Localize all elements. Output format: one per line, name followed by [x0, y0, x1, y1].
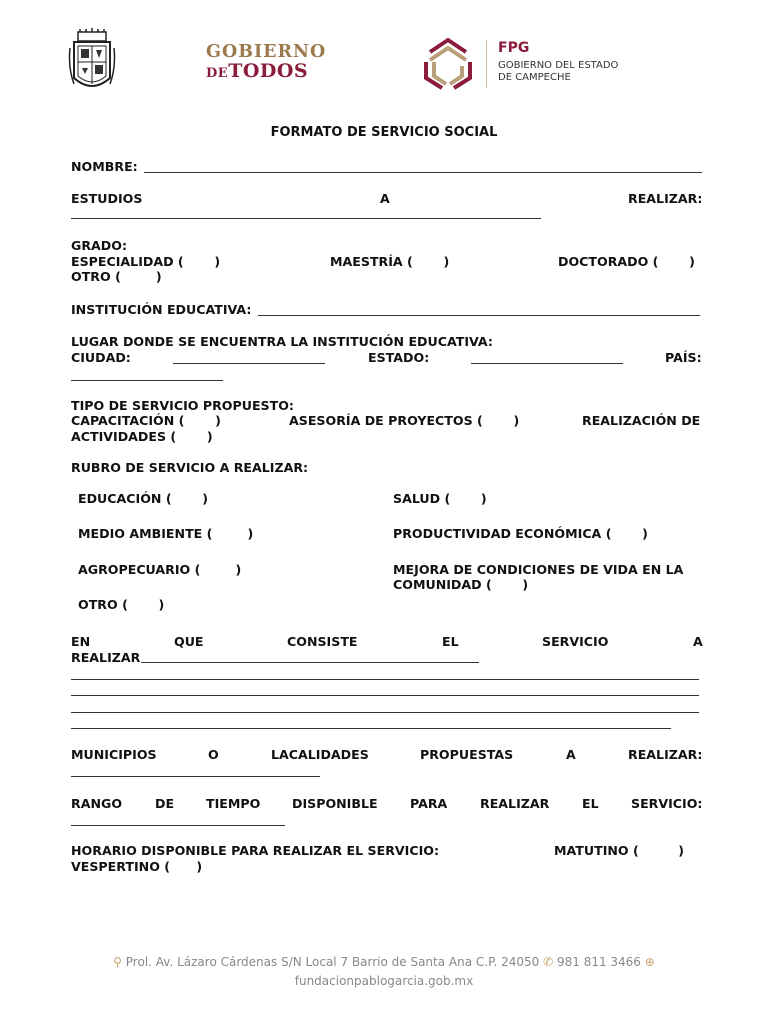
- footer-address: Prol. Av. Lázaro Cárdenas S/N Local 7 Barrio de Santa Ana C.P. 24050: [125, 955, 540, 969]
- rango-word-3: TIEMPO: [206, 796, 261, 811]
- fpg-logo-subtitle-line2: DE CAMPECHE: [498, 72, 571, 83]
- consiste-realizar-label: REALIZAR: [71, 650, 141, 665]
- consiste-field-line-4[interactable]: [71, 712, 699, 713]
- estudios-field[interactable]: [71, 218, 541, 219]
- rango-word-5: PARA: [410, 796, 448, 811]
- fpg-logo-subtitle-line1: GOBIERNO DEL ESTADO: [498, 60, 619, 71]
- rango-word-7: EL: [582, 796, 599, 811]
- tipo-label: TIPO DE SERVICIO PROPUESTO:: [71, 398, 294, 413]
- vespertino-option[interactable]: VESPERTINO ( ): [71, 859, 203, 874]
- matutino-option[interactable]: MATUTINO ( ): [554, 843, 684, 858]
- footer-address-line: [0, 955, 768, 969]
- institucion-field[interactable]: [258, 315, 700, 316]
- gobierno-logo-line2: [206, 60, 308, 82]
- ciudad-label: CIUDAD:: [71, 350, 131, 365]
- consiste-field-line-1[interactable]: [141, 662, 479, 663]
- rango-word-1: RANGO: [71, 796, 123, 811]
- municipios-word-4: PROPUESTAS: [420, 747, 514, 762]
- municipios-word-1: MUNICIPIOS: [71, 747, 157, 762]
- maestria-option[interactable]: MAESTRÍA ( ): [330, 254, 450, 269]
- consiste-field-line-3[interactable]: [71, 695, 699, 696]
- nombre-field[interactable]: [144, 172, 702, 173]
- horario-label: HORARIO DISPONIBLE PARA REALIZAR EL SERVICIO:: [71, 843, 439, 858]
- gobierno-logo-todos: TODOS: [228, 60, 309, 82]
- otro-rubro-option[interactable]: OTRO ( ): [78, 597, 165, 612]
- location-pin-icon: ⚲: [113, 955, 122, 969]
- fpg-logo-subtitle: [498, 60, 618, 84]
- estado-label: ESTADO:: [368, 350, 430, 365]
- ciudad-field[interactable]: [173, 363, 325, 364]
- gobierno-logo-line1: GOBIERNO: [206, 42, 327, 62]
- educacion-option[interactable]: EDUCACIÓN ( ): [78, 491, 209, 506]
- municipios-word-2: O: [208, 747, 219, 762]
- municipios-word-6: REALIZAR:: [628, 747, 703, 762]
- mejora-option-line2[interactable]: COMUNIDAD ( ): [393, 577, 529, 592]
- consiste-field-line-2[interactable]: [71, 679, 699, 680]
- rango-word-4: DISPONIBLE: [292, 796, 378, 811]
- pais-field[interactable]: [71, 380, 223, 381]
- municipios-field[interactable]: [71, 776, 320, 777]
- estudios-label: ESTUDIOS: [71, 191, 143, 206]
- consiste-word-5: SERVICIO: [542, 634, 609, 649]
- asesoria-option[interactable]: ASESORÍA DE PROYECTOS ( ): [289, 413, 520, 428]
- grado-label: GRADO:: [71, 238, 127, 253]
- phone-icon: ✆: [543, 955, 554, 969]
- consiste-field-line-5[interactable]: [71, 728, 671, 729]
- fpg-logo-divider: [486, 40, 487, 88]
- rango-field[interactable]: [71, 825, 285, 826]
- fpg-logo-title: FPG: [498, 40, 530, 56]
- otro-grado-option[interactable]: OTRO ( ): [71, 269, 162, 284]
- doctorado-option[interactable]: DOCTORADO ( ): [558, 254, 695, 269]
- especialidad-option[interactable]: ESPECIALIDAD ( ): [71, 254, 221, 269]
- institucion-label: INSTITUCIÓN EDUCATIVA:: [71, 302, 252, 317]
- rubro-label: RUBRO DE SERVICIO A REALIZAR:: [71, 460, 309, 475]
- rango-word-6: REALIZAR: [480, 796, 550, 811]
- municipios-word-5: A: [566, 747, 576, 762]
- footer-phone: 981 811 3466: [556, 955, 641, 969]
- realizacion-option[interactable]: REALIZACIÓN DE: [582, 413, 701, 428]
- actividades-option[interactable]: ACTIVIDADES ( ): [71, 429, 213, 444]
- salud-option[interactable]: SALUD ( ): [393, 491, 487, 506]
- pais-label: PAÍS:: [665, 350, 702, 365]
- nombre-label: NOMBRE:: [71, 159, 138, 174]
- state-seal-icon: [68, 28, 116, 98]
- globe-icon: ⊕: [644, 955, 655, 969]
- rango-word-2: DE: [155, 796, 175, 811]
- lugar-label: LUGAR DONDE SE ENCUENTRA LA INSTITUCIÓN EDUCATIVA:: [71, 334, 493, 349]
- agropecuario-option[interactable]: AGROPECUARIO ( ): [78, 562, 242, 577]
- consiste-word-3: CONSISTE: [287, 634, 358, 649]
- rango-word-8: SERVICIO:: [631, 796, 703, 811]
- mejora-option-line1[interactable]: MEJORA DE CONDICIONES DE VIDA EN LA: [393, 562, 684, 577]
- gobierno-logo-de: DE: [206, 66, 229, 81]
- estudios-a: A: [380, 191, 390, 206]
- footer-website[interactable]: fundacionpablogarcia.gob.mx: [294, 974, 474, 988]
- consiste-word-2: QUE: [174, 634, 204, 649]
- estudios-realizar: REALIZAR:: [628, 191, 703, 206]
- fpg-logo-icon: [420, 32, 476, 94]
- estado-field[interactable]: [471, 363, 623, 364]
- consiste-word-6: A: [693, 634, 703, 649]
- page-title: FORMATO DE SERVICIO SOCIAL: [270, 125, 498, 140]
- municipios-word-3: LACALIDADES: [271, 747, 369, 762]
- consiste-word-4: EL: [442, 634, 459, 649]
- medio-ambiente-option[interactable]: MEDIO AMBIENTE ( ): [78, 526, 254, 541]
- productividad-option[interactable]: PRODUCTIVIDAD ECONÓMICA ( ): [393, 526, 648, 541]
- capacitacion-option[interactable]: CAPACITACIÓN ( ): [71, 413, 221, 428]
- consiste-word-1: EN: [71, 634, 91, 649]
